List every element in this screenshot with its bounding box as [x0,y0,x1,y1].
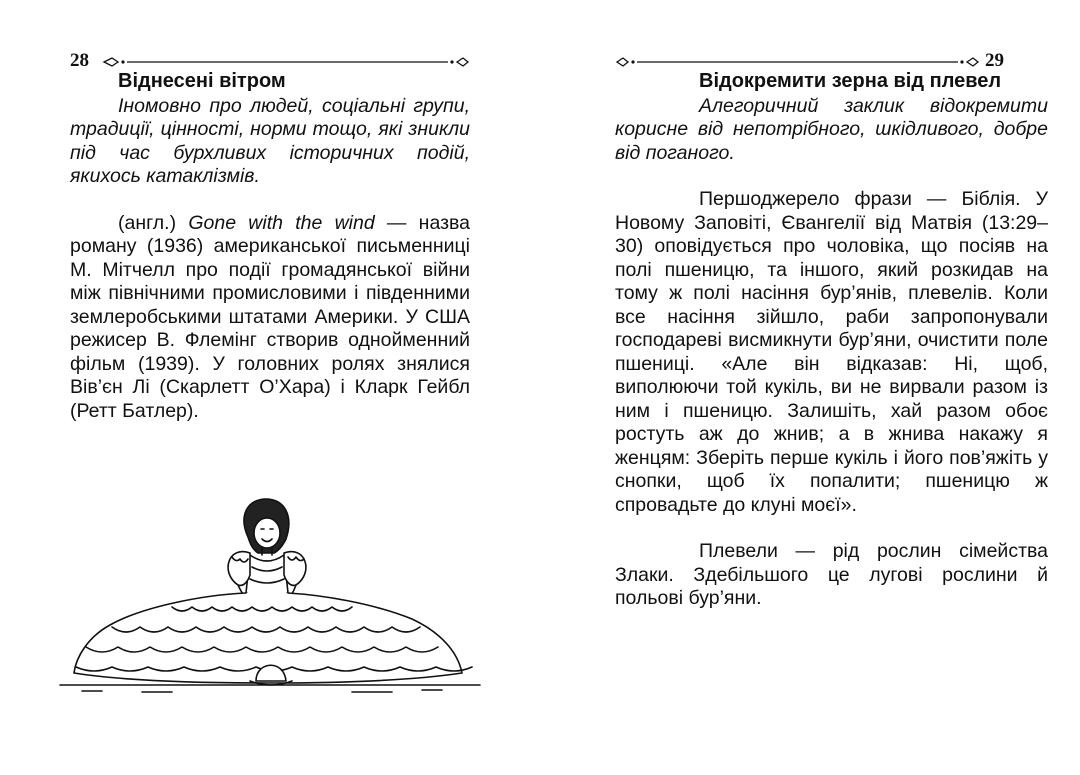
article-body-definition: Плевели — рід рослин сімейства Злаки. Здебільшого це лугові рослини й польові бур’яни. [615,540,1048,609]
article-body-origin: Першоджерело фрази — Біблія. У Новому Заповіті, Євангелії від Матвія (13:29–30) оповідується про чоловіка, що посіяв на полі пшеницю, та іншого, який розкидав на тому ж полі насіння бур’янів, плевелів. Коли все насіння зійшло, раби запропонували господареві висмикнути бур’яни, очистити поле пшениці. «Але він відказав: Ні, щоб, виполюючи той кукіль, ви не вирвали разом із ним і пшеницю. Залишіть, хай разом обоє ростуть аж до жнив; а в жнива накажу я женцям: Зберіть перше кукіль і його пов’яжіть у снопки, щоб їх попалити; пшеницю ж спровадьте до клуні моєї». [615,188,1048,516]
article-lead: Іномовно про людей, соціальні групи, традиції, цінності, норми тощо, які зникли під час бурхливих історичних подій, якихось катаклізмів. [70,94,470,187]
article-body [70,212,470,424]
article-gone-with-the-wind [70,70,470,423]
article-wheat-from-tares [615,70,1048,611]
page-number: 28 [70,50,89,71]
body-prefix: (англ.) [118,211,189,234]
article-title: Відокремити зерна від плевел [699,70,1002,92]
article-lead: Алегоричний заклик відокремити корисне від непотрібного, шкідливого, добре від поганого. [615,94,1048,164]
header-ornament [102,57,470,67]
page-number: 29 [985,50,1004,71]
body-english-title: Gone with the wind [188,211,375,234]
scarlett-illustration [52,495,488,705]
right-page [540,0,1080,775]
article-title: Віднесені вітром [118,70,286,92]
header-ornament [615,57,980,67]
body-text: — назва роману (1936) американської письменниці М. Мітчелл про події громадянської війни між північними промисловими і південними землеробськими штатами Америки. У США режисер В. Флемінг створив однойменний фільм (1939). У головних ролях знялися Вів’єн Лі (Скарлетт О’Хара) і Кларк Гейбл (Ретт Батлер). [70,211,471,422]
